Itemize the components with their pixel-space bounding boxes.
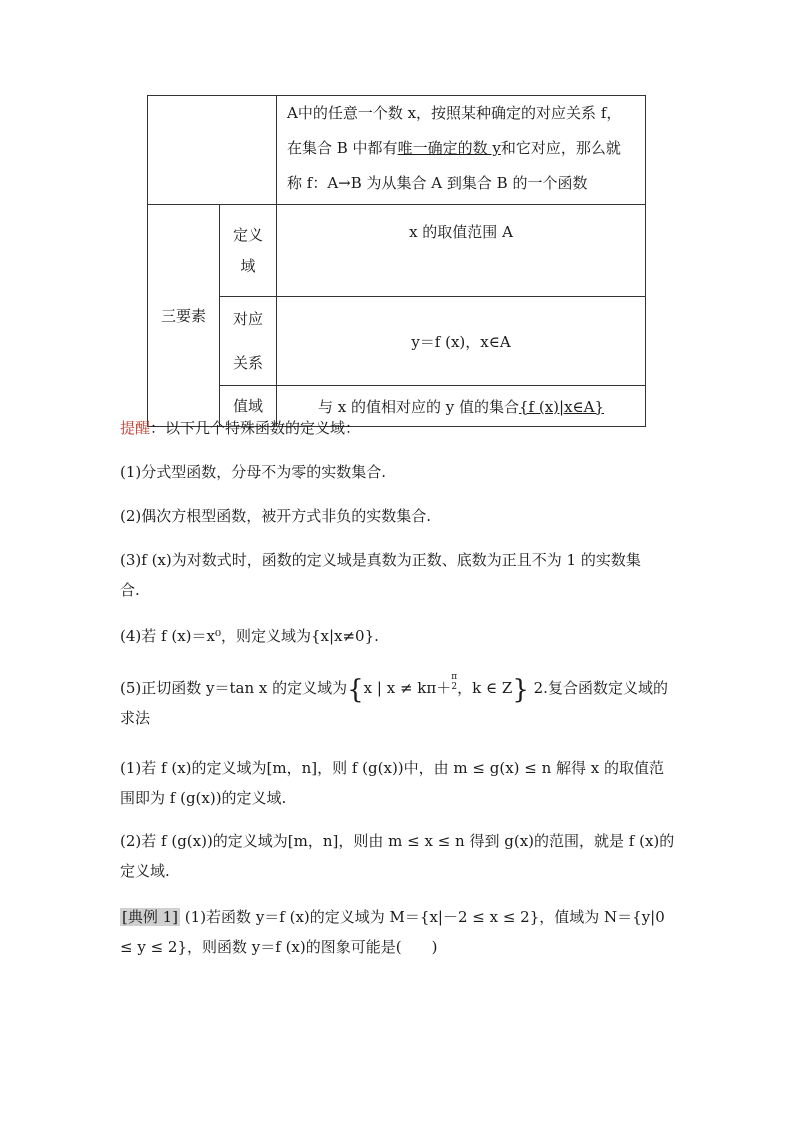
function-definition-table: [147, 95, 646, 427]
reminder-item-2: (2)偶次方根型函数，被开方式非负的实数集合.: [120, 507, 432, 525]
composite-p2-line1: (2)若 f (g(x))的定义域为[m，n]，则由 m ≤ x ≤ n 得到 g(x)的范围，就是 f (x)的: [120, 832, 675, 850]
frac-den: 2: [451, 682, 458, 692]
range-label: 值域: [220, 386, 277, 427]
reminder-item-3: (3)f (x)为对数式时，函数的定义域是真数为正数、底数为正且不为 1 的实数集: [120, 551, 641, 569]
example-1: [120, 902, 676, 962]
definition-line-3: 称 f：A→B 为从集合 A 到集合 B 的一个函数: [287, 174, 588, 192]
composite-p2-line2: 定义域.: [120, 862, 170, 880]
mapping-label: [220, 297, 277, 386]
definition-line-2b: 和它对应，那么就: [500, 139, 621, 157]
domain-label-2: 域: [240, 256, 256, 275]
mapping-value: y＝f (x)，x∈A: [277, 297, 646, 386]
three-elements-label: 三要素: [148, 205, 220, 427]
domain-label: [220, 205, 277, 297]
frac-num: π: [451, 672, 458, 682]
item5-suffix: 2.复合函数定义域的: [528, 679, 668, 697]
mapping-label-1: 对应: [232, 310, 263, 328]
reminder-item-1: (1)分式型函数，分母不为零的实数集合.: [120, 463, 387, 481]
reminder-item-5: [120, 672, 676, 705]
reminder-title: 提醒: [120, 419, 151, 437]
composite-p1-line2: 围即为 f (g(x))的定义域.: [120, 789, 287, 807]
range-value-set: {f (x)|x∈A}: [518, 397, 605, 416]
item5-set-tail: ，k ∈ Z: [457, 679, 513, 697]
domain-label-1: 定义: [232, 225, 263, 244]
right-brace: }: [512, 675, 529, 705]
composite-paragraph-1: [120, 753, 676, 813]
composite-p1-line1: (1)若 f (x)的定义域为[m，n]，则 f (g(x))中，由 m ≤ g(x) ≤ n 解得 x 的取值范: [120, 759, 665, 777]
example-label: [典例 1]: [122, 908, 179, 926]
example-line1: (1)若函数 y＝f (x)的定义域为 M＝{x|－2 ≤ x ≤ 2}，值域为 N＝{y|0: [180, 908, 665, 926]
reminder-intro: ：以下几个特殊函数的定义域：: [150, 419, 361, 437]
item5-prefix: (5)正切函数 y＝tan x 的定义域为: [120, 679, 348, 697]
range-value-prefix: 与 x 的值相对应的 y 值的集合: [317, 397, 519, 416]
domain-value: x 的取值范围 A: [277, 205, 646, 297]
mapping-label-2: 关系: [232, 354, 263, 372]
example-line2: ≤ y ≤ 2}，则函数 y＝f (x)的图象可能是( ): [120, 938, 438, 956]
reminder-item-4: (4)若 f (x)＝x⁰，则定义域为{x|x≠0}.: [120, 627, 379, 645]
composite-heading-cont: 求法: [120, 709, 151, 727]
item5-set-body: x | x ≠ kπ＋: [363, 679, 452, 697]
empty-header-cell: [148, 96, 277, 205]
definition-line-2a: 在集合 B 中都有: [287, 139, 398, 157]
definition-row: [148, 96, 646, 205]
reminder-heading: [120, 418, 676, 438]
definition-line-1: A中的任意一个数 x，按照某种确定的对应关系 f，: [287, 104, 622, 122]
composite-paragraph-2: [120, 826, 676, 886]
definition-underlined: 唯一确定的数 y: [397, 139, 501, 157]
left-brace: {: [347, 675, 364, 705]
definition-cell: [277, 96, 646, 205]
domain-row: [148, 205, 646, 297]
mapping-row: [148, 297, 646, 386]
reminder-item-3-cont: 合.: [120, 581, 140, 599]
